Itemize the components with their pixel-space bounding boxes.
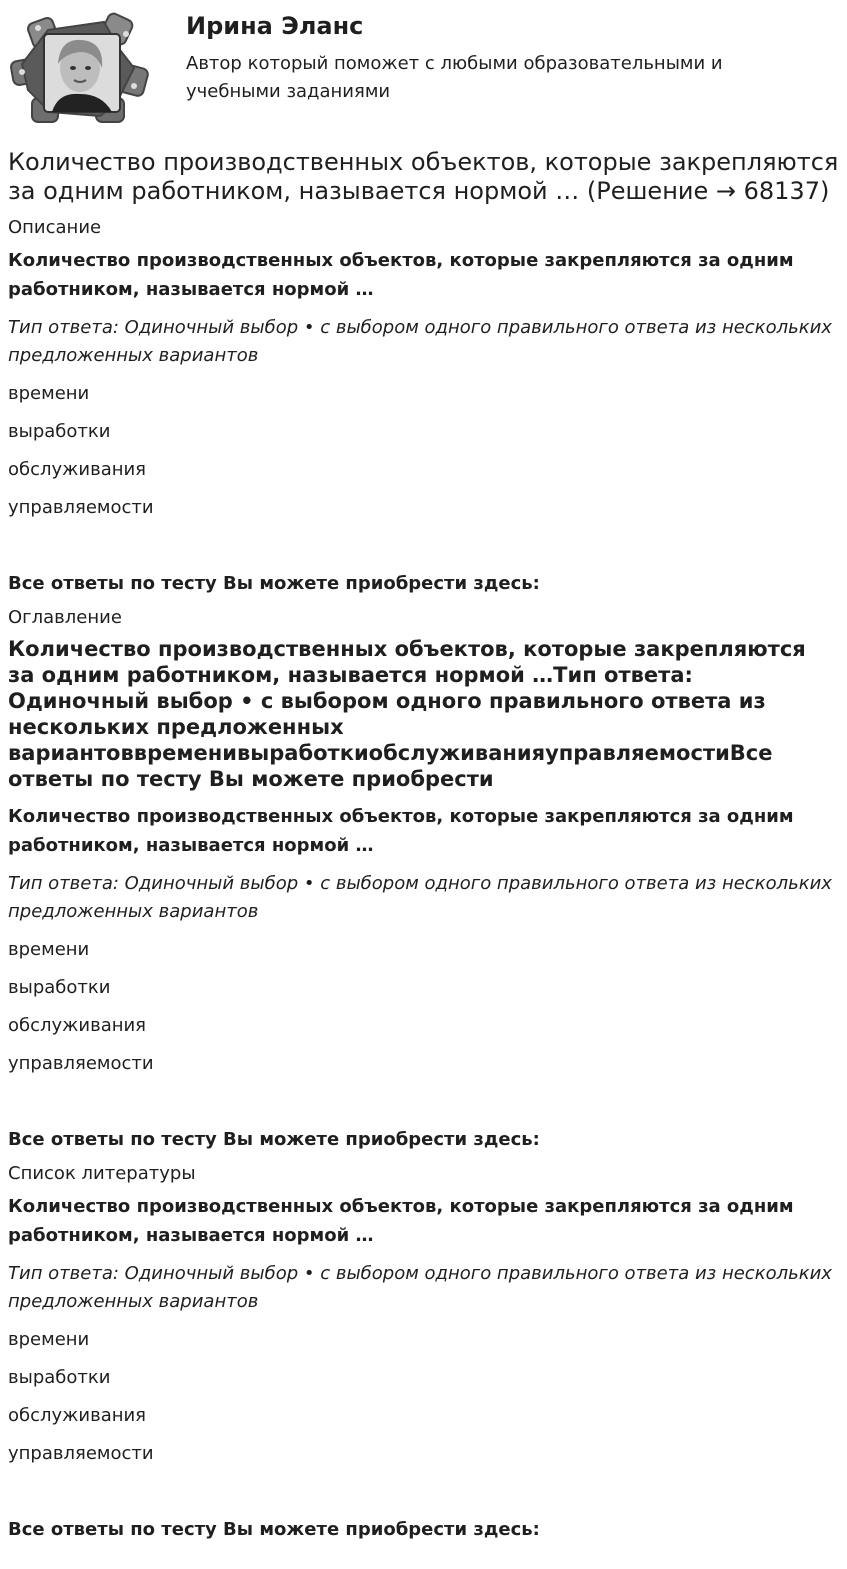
option-item: времени: [8, 383, 90, 404]
option-item: обслуживания: [8, 1405, 147, 1426]
author-description: Автор который поможет с любыми образовательными и учебными заданиями: [186, 53, 723, 102]
section-label: Оглавление: [8, 607, 122, 628]
section-literature: [8, 1162, 839, 1544]
option-item: обслуживания: [8, 459, 147, 480]
spacer: [8, 1088, 839, 1126]
option-item: времени: [8, 1329, 90, 1350]
toc-heading: Количество производственных объектов, которые закрепляются за одним работником, называется нормой …Тип ответа: Одиночный выбор • с выбором одного правильного ответа из нескольких предложенных вариантоввременивыработкиобслуживанияуправляемостиВсе ответы по тесту Вы можете приобрести: [8, 637, 806, 791]
option-item: управляемости: [8, 1053, 154, 1074]
spacer: [8, 1478, 839, 1516]
page-title: Количество производственных объектов, которые закрепляются за одним работником, называется нормой … (Решение → 68137): [8, 148, 839, 205]
answer-type: Тип ответа: Одиночный выбор • с выбором одного правильного ответа из нескольких предложенных вариантов: [8, 317, 832, 366]
spacer: [8, 532, 839, 570]
option-item: управляемости: [8, 1443, 154, 1464]
answer-type: Тип ответа: Одиночный выбор • с выбором одного правильного ответа из нескольких предложенных вариантов: [8, 873, 832, 922]
section-description: [8, 216, 839, 598]
buy-link-text[interactable]: Все ответы по тесту Вы можете приобрести здесь:: [8, 573, 540, 594]
answer-type: Тип ответа: Одиночный выбор • с выбором одного правильного ответа из нескольких предложенных вариантов: [8, 1263, 832, 1312]
author-name[interactable]: Ирина Эланс: [186, 12, 364, 40]
option-item: обслуживания: [8, 1015, 147, 1036]
question-text: Количество производственных объектов, которые закрепляются за одним работником, называется нормой …: [8, 250, 794, 300]
section-label: Список литературы: [8, 1163, 196, 1184]
option-item: выработки: [8, 421, 111, 442]
buy-link-text[interactable]: Все ответы по тесту Вы можете приобрести здесь:: [8, 1519, 540, 1540]
question-text: Количество производственных объектов, которые закрепляются за одним работником, называется нормой …: [8, 806, 794, 856]
option-item: времени: [8, 939, 90, 960]
author-block: [8, 8, 839, 128]
buy-link-text[interactable]: Все ответы по тесту Вы можете приобрести здесь:: [8, 1129, 540, 1150]
question-text: Количество производственных объектов, которые закрепляются за одним работником, называется нормой …: [8, 1196, 794, 1246]
section-toc: [8, 606, 839, 1154]
option-item: выработки: [8, 1367, 111, 1388]
option-item: управляемости: [8, 497, 154, 518]
section-label: Описание: [8, 217, 102, 238]
avatar[interactable]: [8, 8, 150, 128]
option-item: выработки: [8, 977, 111, 998]
main-content: [8, 148, 839, 1552]
